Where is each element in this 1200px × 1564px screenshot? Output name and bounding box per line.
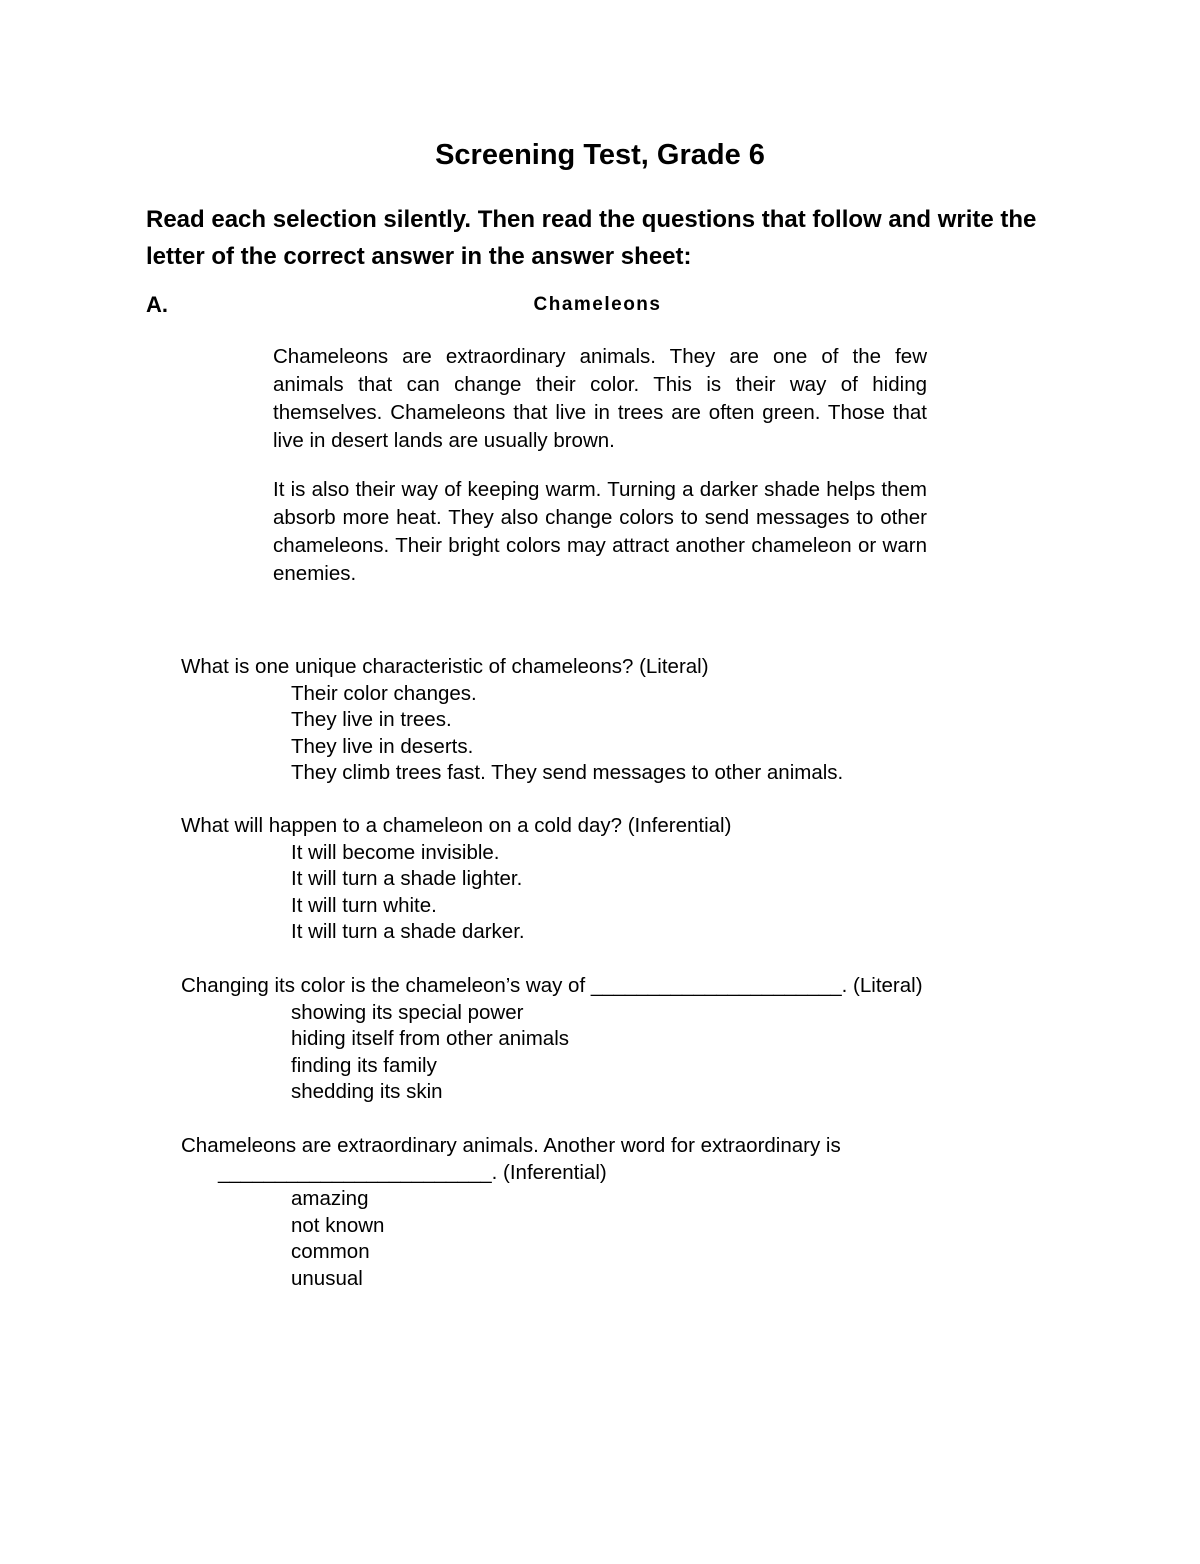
passage-paragraph: It is also their way of keeping warm. Turning a darker shade helps them absorb more heat. They also change colors to send messages to other chameleons. Their bright colors may attract another chameleon or warn enemies.	[273, 478, 927, 585]
question	[181, 973, 1081, 1106]
question	[181, 654, 1081, 787]
question-stem-continued: ________________________. (Inferential)	[218, 1160, 607, 1184]
question-stem: Chameleons are extraordinary animals. Another word for extraordinary is	[181, 1134, 841, 1157]
answer-choice: amazing	[291, 1187, 369, 1211]
answer-choice: Their color changes.	[291, 681, 477, 705]
passage-title: Chameleons	[533, 294, 662, 315]
answer-choice: unusual	[291, 1266, 363, 1290]
answer-choice: They live in deserts.	[291, 734, 474, 758]
answer-choice: not known	[291, 1213, 385, 1237]
answer-choice: showing its special power	[291, 1000, 524, 1024]
answer-choices	[181, 681, 1081, 787]
answer-choice: It will turn white.	[291, 893, 437, 917]
answer-choice: It will turn a shade darker.	[291, 920, 525, 944]
answer-choice: It will become invisible.	[291, 840, 500, 864]
answer-choice: They climb trees fast. They send messages to other animals.	[291, 761, 844, 785]
answer-choice: common	[291, 1240, 370, 1264]
answer-choices	[181, 1186, 1081, 1292]
instructions: Read each selection silently. Then read the questions that follow and write the letter of the correct answer in the answer sheet:	[146, 206, 1037, 270]
question-stem: Changing its color is the chameleon’s way of ______________________. (Literal)	[181, 974, 923, 997]
section-letter: A.	[146, 292, 168, 317]
answer-choices	[181, 1000, 1081, 1106]
answer-choices	[181, 840, 1081, 946]
page-title: Screening Test, Grade 6	[435, 139, 765, 171]
question-stem: What is one unique characteristic of chameleons? (Literal)	[181, 655, 709, 678]
answer-choice: It will turn a shade lighter.	[291, 867, 523, 891]
answer-choice: finding its family	[291, 1053, 437, 1077]
answer-choice: shedding its skin	[291, 1080, 443, 1104]
answer-choice: hiding itself from other animals	[291, 1027, 570, 1051]
passage-paragraph: Chameleons are extraordinary animals. They are one of the few animals that can change their color. This is their way of hiding themselves. Chameleons that live in trees are often green. Those that live in desert lands are usually brown.	[273, 345, 927, 452]
answer-choice: They live in trees.	[291, 708, 452, 732]
question-stem: What will happen to a chameleon on a cold day? (Inferential)	[181, 814, 732, 837]
question	[181, 1133, 1081, 1293]
question	[181, 813, 1081, 946]
